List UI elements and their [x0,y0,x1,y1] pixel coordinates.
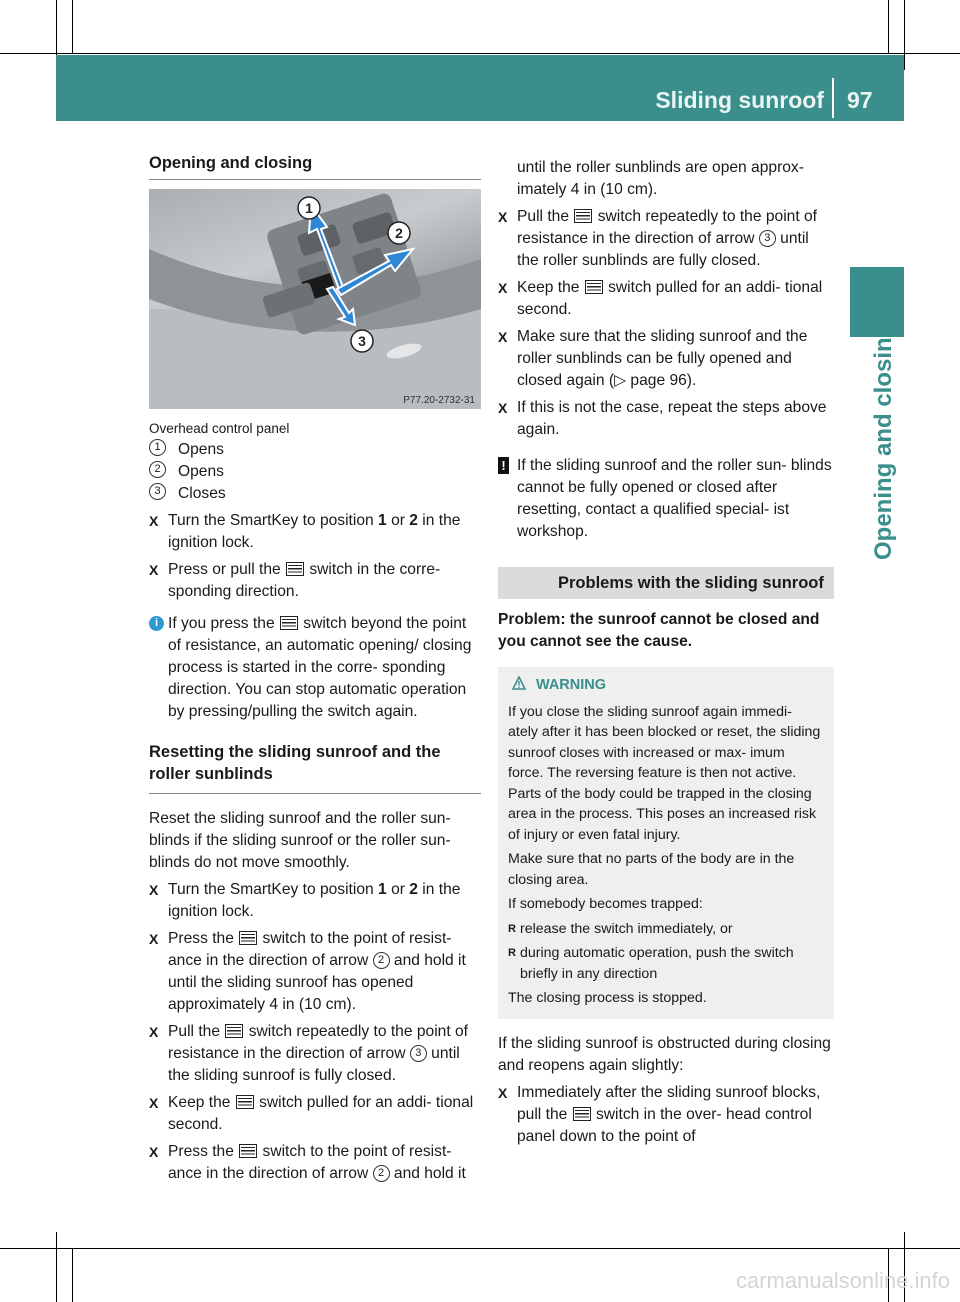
instruction-step: X Turn the SmartKey to position 1 or 2 in the ignition lock. [149,512,461,551]
warning-title: WARNING [535,677,607,693]
sunroof-switch-icon [286,562,304,576]
chapter-title: Opening and closing [870,322,897,560]
crop-mark [72,0,73,54]
sunroof-switch-icon [239,1144,257,1158]
warning-bullet: R release the switch immediately, or [508,919,824,940]
step-icon: X [149,931,159,947]
section-band-heading: Problems with the sliding sunroof [498,567,834,599]
step-icon: X [149,1095,159,1111]
step-icon: X [149,1024,159,1040]
instruction-step: X Keep the switch pulled for an addi- tional second. [149,1094,474,1133]
crop-mark [0,53,960,54]
warning-paragraph: Make sure that no parts of the body are in the closing area. [508,851,795,888]
sunroof-switch-icon [585,280,603,294]
crop-mark [888,0,889,54]
instruction-step: X Immediately after the sliding sunroof blocks, pull the switch in the over- head control panel down to the point of [498,1083,821,1145]
warning-paragraph: If somebody becomes trapped: [508,896,703,912]
overhead-panel-photo [149,189,481,409]
step-icon: X [149,882,159,898]
legend-list [149,439,481,505]
instruction-step: X Keep the switch pulled for an addi- tional second. [498,279,823,318]
body-paragraph: Reset the sliding sunroof and the roller sun- blinds if the sliding sunroof or the roller sun- blinds do not move smoothly. [149,810,451,871]
sunroof-switch-icon [239,931,257,945]
warning-bullet: R during automatic operation, push the switch briefly in any direction [508,943,824,984]
legend-text: Opens [178,463,224,480]
step-icon: X [498,209,508,225]
step-icon: X [498,280,508,296]
caution-icon: ! [498,457,509,474]
sunroof-switch-icon [573,1107,591,1121]
crop-mark [56,1232,57,1302]
figure-code: P77.20-2732-31 [403,395,475,406]
header-divider [832,78,834,118]
warning-header [508,675,824,696]
body-paragraph: If the sliding sunroof is obstructed during closing and reopens again slightly: [498,1034,831,1074]
legend-number: 3 [149,483,166,500]
page-ref-arrow-icon: ▷ [614,372,627,389]
callout-2: 2 [395,225,403,241]
sunroof-switch-icon [574,209,592,223]
legend-text: Opens [178,441,224,458]
sunroof-switch-icon [225,1024,243,1038]
legend-item [149,439,481,461]
step-icon: X [149,562,159,578]
page-number: 97 [847,87,873,113]
instruction-step: X Make sure that the sliding sunroof and the roller sunblinds can be fully opened and closed again (▷ page 96). [498,328,808,389]
problem-heading: Problem: the sunroof cannot be closed and you cannot see the cause. [498,611,820,650]
legend-number: 1 [149,439,166,456]
sunroof-switch-icon [280,616,298,630]
legend-text: Closes [178,485,226,502]
section-heading: Opening and closing [149,152,481,180]
left-column-top [149,152,481,180]
right-column [498,157,834,1148]
caution-note: ! If the sliding sunroof and the roller sun- blinds cannot be fully opened or closed after resetting, contact a qualified special- ist workshop. [498,455,834,543]
step-icon: X [498,1084,508,1101]
instruction-step: X Pull the switch repeatedly to the point of resistance in the direction of arrow 3 until the sliding sunroof is fully closed. [149,1023,469,1084]
instruction-step: X Press the switch to the point of resist- ance in the direction of arrow 2 and hold it [149,1143,466,1182]
warning-paragraph: If you close the sliding sunroof again immedi- ately after it has been blocked or reset, the sliding sunroof closes with increased or max- imum force. The reversing feature is then not active. Parts of the body could be trapped in the closing area in the process. This poses an increased risk of injury or even fatal injury. [508,703,821,843]
crop-mark [0,1248,960,1249]
legend-item [149,483,481,505]
instruction-step: X Turn the SmartKey to position 1 or 2 in the ignition lock. [149,881,461,920]
continued-text: until the roller sunblinds are open approx- imately 4 in (10 cm). [517,159,804,198]
sunroof-switch-icon [236,1095,254,1109]
instruction-step: X Press the switch to the point of resist- ance in the direction of arrow 2 and hold it until the sliding sunroof has opened approximately 4 in (10 cm). [149,930,466,1013]
instruction-step: X If this is not the case, repeat the steps above again. [498,399,827,438]
crop-mark [904,0,905,70]
figure-caption: Overhead control panel [149,421,290,436]
info-icon: i [149,616,164,631]
overhead-panel-illustration [149,189,481,409]
step-icon: X [498,400,508,416]
info-note: i If you press the switch beyond the point of resistance, an automatic opening/ closing process is started in the corre- sponding direction. You can stop automatic operation by pressing/pulling the switch again. [149,613,481,723]
legend-item [149,461,481,483]
crop-mark [72,1248,73,1302]
warning-paragraph: The closing process is stopped. [508,990,707,1006]
step-icon: X [498,329,508,345]
callout-3: 3 [358,333,366,349]
instruction-step: X Pull the switch repeatedly to the point of resistance in the direction of arrow 3 until the roller sunblinds are fully closed. [498,208,818,269]
warning-box [498,667,834,1019]
page-header-title: Sliding sunroof [655,87,824,113]
step-icon: X [149,513,159,529]
step-icon: X [149,1144,159,1160]
watermark: carmanualsonline.info [735,1268,950,1293]
instruction-step: X Press or pull the switch in the corre- sponding direction. [149,561,441,600]
warning-triangle-icon [512,676,526,690]
callout-1: 1 [305,200,313,216]
section-heading: Resetting the sliding sunroof and the roller sunblinds [149,741,481,794]
left-column [149,419,481,1185]
legend-number: 2 [149,461,166,478]
